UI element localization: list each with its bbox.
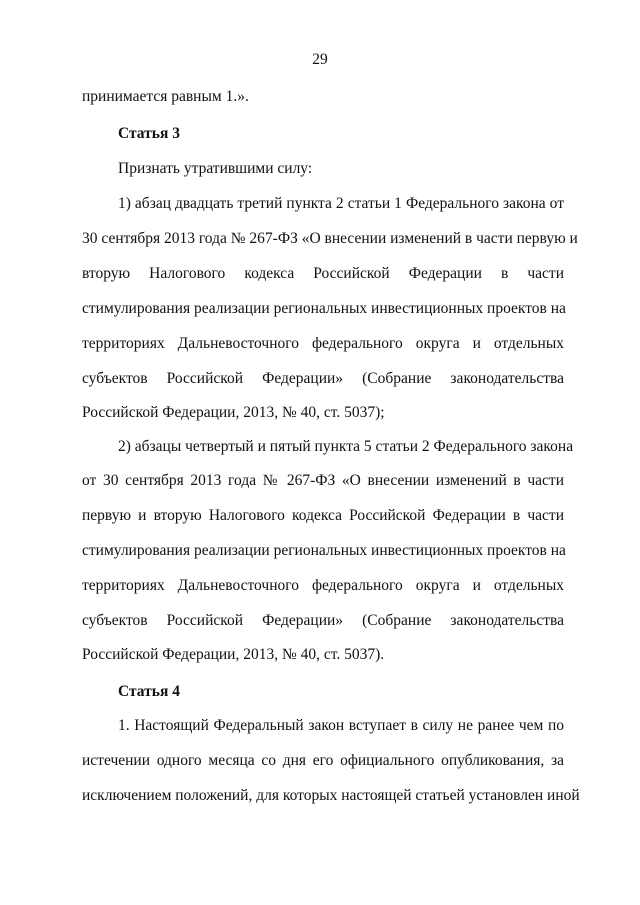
text-line: субъектов Российской Федерации» (Собрание законодательства bbox=[82, 612, 564, 629]
text-line: территориях Дальневосточного федерального округа и отдельных bbox=[82, 335, 564, 352]
text-line: исключением положений, для которых настоящей статьей установлен иной bbox=[82, 787, 580, 804]
text-line: стимулирования реализации региональных инвестиционных проектов на bbox=[82, 300, 566, 317]
text-line: 2) абзацы четвертый и пятый пункта 5 статьи 2 Федерального закона bbox=[118, 438, 574, 455]
article-3-heading: Статья 3 bbox=[118, 125, 180, 142]
page-number: 29 bbox=[312, 51, 328, 68]
text-line: от 30 сентября 2013 года № 267-ФЗ «О внесении изменений в части bbox=[82, 472, 564, 489]
text-line: стимулирования реализации региональных инвестиционных проектов на bbox=[82, 542, 566, 559]
text-line: субъектов Российской Федерации» (Собрание законодательства bbox=[82, 370, 564, 387]
text-line: территориях Дальневосточного федерального округа и отдельных bbox=[82, 577, 564, 594]
text-line: 1) абзац двадцать третий пункта 2 статьи 1 Федерального закона от bbox=[118, 195, 564, 212]
text-line: 30 сентября 2013 года № 267-ФЗ «О внесении изменений в части первую и bbox=[82, 230, 578, 247]
text-line: 1. Настоящий Федеральный закон вступает в силу не ранее чем по bbox=[118, 717, 564, 734]
text-line: первую и вторую Налогового кодекса Российской Федерации в части bbox=[82, 507, 564, 524]
article-4-heading: Статья 4 bbox=[118, 683, 180, 700]
text-line: истечении одного месяца со дня его официального опубликования, за bbox=[82, 752, 564, 769]
text-line: Признать утратившими силу: bbox=[118, 160, 313, 177]
text-line: Российской Федерации, 2013, № 40, ст. 5037). bbox=[82, 646, 385, 663]
text-line: принимается равным 1.». bbox=[82, 88, 249, 105]
text-line: вторую Налогового кодекса Российской Федерации в части bbox=[82, 265, 564, 282]
text-line: Российской Федерации, 2013, № 40, ст. 5037); bbox=[82, 404, 385, 421]
